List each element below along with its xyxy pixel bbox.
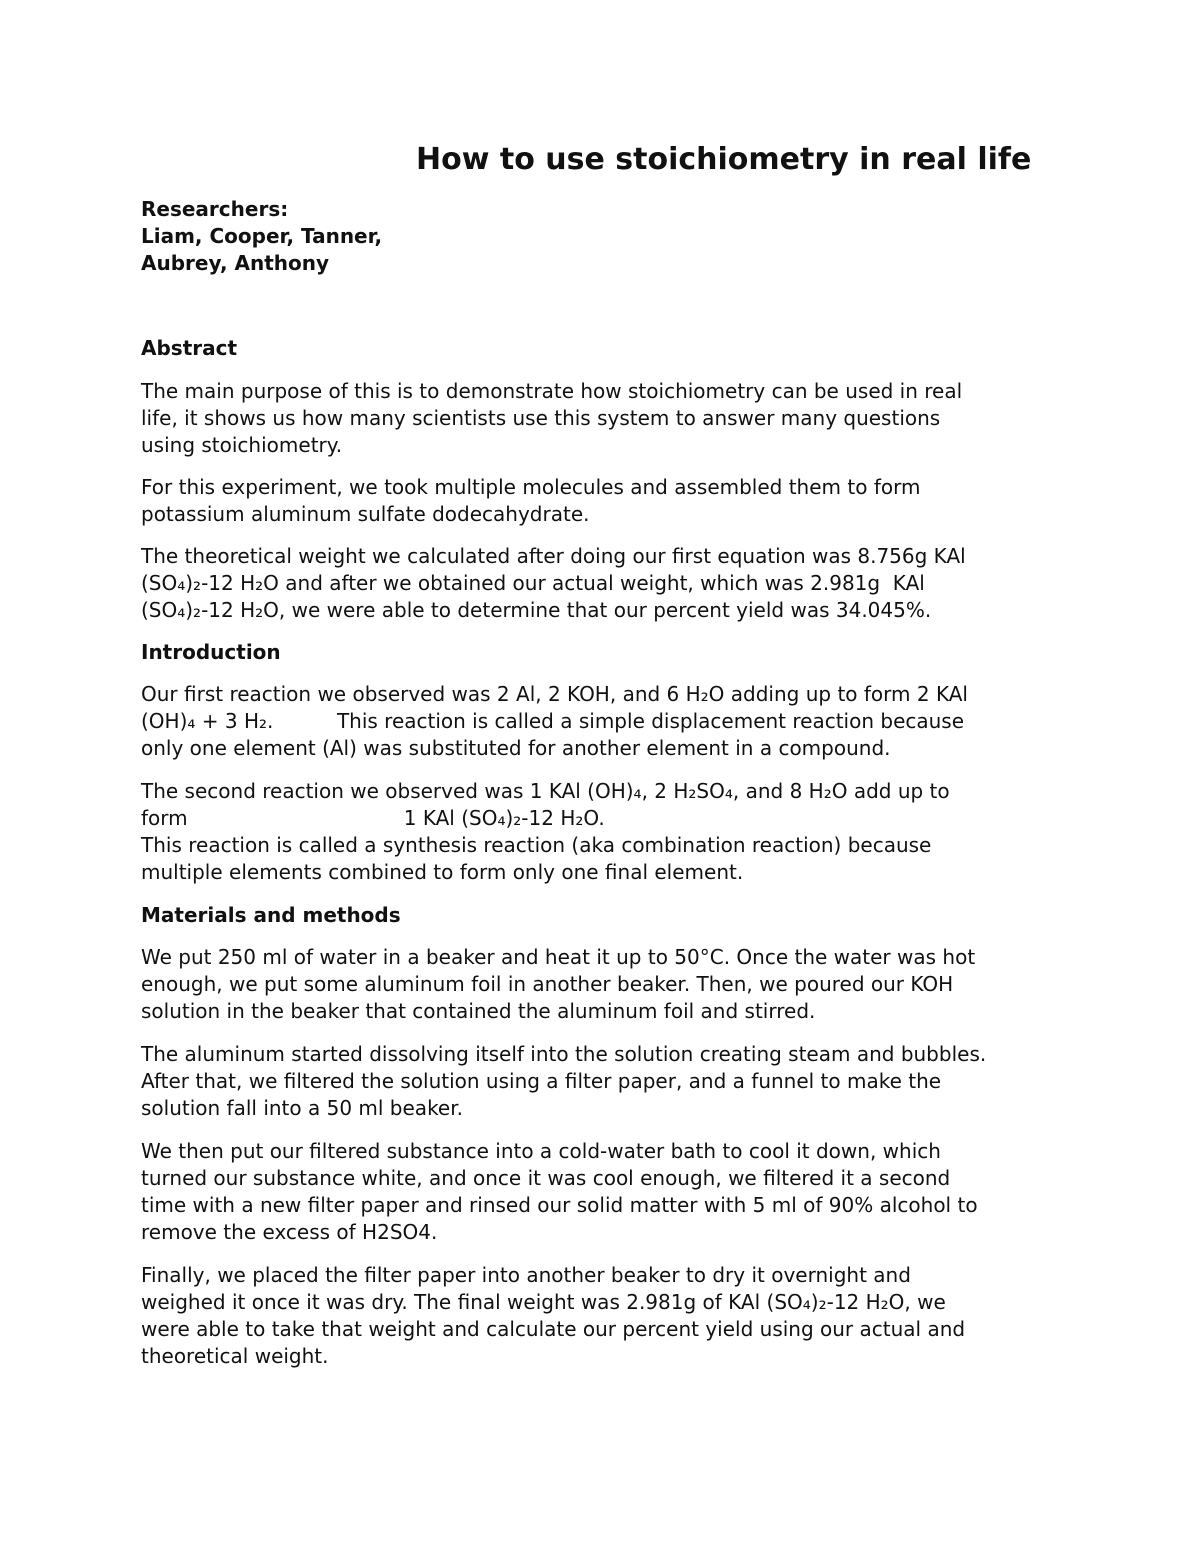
text-line: using stoichiometry. <box>141 433 343 457</box>
text-line: Finally, we placed the filter paper into another beaker to dry it overnight and <box>141 1263 911 1287</box>
text-line: weighed it once it was dry. The final weight was 2.981g of KAl (SO₄)₂-12 H₂O, we <box>141 1290 946 1314</box>
text-line: multiple elements combined to form only one final element. <box>141 860 744 884</box>
materials-paragraph-2 <box>141 1041 1071 1122</box>
text-line: time with a new filter paper and rinsed our solid matter with 5 ml of 90% alcohol to <box>141 1193 978 1217</box>
text-line: remove the excess of H2SO4. <box>141 1220 438 1244</box>
text-line: For this experiment, we took multiple molecules and assembled them to form <box>141 475 921 499</box>
researchers-names-line-1: Liam, Cooper, Tanner, <box>141 224 383 248</box>
researchers-label: Researchers: <box>141 197 289 221</box>
abstract-paragraph-1 <box>141 378 1071 459</box>
text-line: enough, we put some aluminum foil in another beaker. Then, we poured our KOH <box>141 972 954 996</box>
text-line: form 1 KAl (SO₄)₂-12 H₂O. <box>141 806 605 830</box>
abstract-paragraph-2 <box>141 474 1071 528</box>
materials-paragraph-4 <box>141 1262 1071 1370</box>
introduction-heading: Introduction <box>141 640 281 664</box>
text-line: (SO₄)₂-12 H₂O and after we obtained our actual weight, which was 2.981g KAl <box>141 571 925 595</box>
text-line: The second reaction we observed was 1 KAl (OH)₄, 2 H₂SO₄, and 8 H₂O add up to <box>141 779 950 803</box>
researchers-block <box>141 196 1071 277</box>
text-line: solution in the beaker that contained the aluminum foil and stirred. <box>141 999 816 1023</box>
text-line: only one element (Al) was substituted for another element in a compound. <box>141 736 891 760</box>
text-line: The aluminum started dissolving itself into the solution creating steam and bubbles. <box>141 1042 987 1066</box>
text-line: life, it shows us how many scientists use this system to answer many questions <box>141 406 941 430</box>
text-line: We put 250 ml of water in a beaker and heat it up to 50°C. Once the water was hot <box>141 945 976 969</box>
text-line: turned our substance white, and once it was cool enough, we filtered it a second <box>141 1166 951 1190</box>
text-line: Our first reaction we observed was 2 Al, 2 KOH, and 6 H₂O adding up to form 2 KAl <box>141 682 968 706</box>
document-title: How to use stoichiometry in real life <box>416 142 1032 177</box>
text-line: This reaction is called a synthesis reaction (aka combination reaction) because <box>141 833 932 857</box>
text-line: were able to take that weight and calculate our percent yield using our actual and <box>141 1317 966 1341</box>
materials-paragraph-1 <box>141 944 1071 1025</box>
text-line: theoretical weight. <box>141 1344 329 1368</box>
text-line: potassium aluminum sulfate dodecahydrate. <box>141 502 590 526</box>
materials-paragraph-3 <box>141 1138 1071 1246</box>
text-line: We then put our filtered substance into a cold-water bath to cool it down, which <box>141 1139 941 1163</box>
introduction-paragraph-1 <box>141 681 1071 762</box>
text-line: (OH)₄ + 3 H₂. This reaction is called a simple displacement reaction because <box>141 709 965 733</box>
document-body <box>141 196 1071 1370</box>
abstract-heading: Abstract <box>141 336 238 360</box>
text-line: The main purpose of this is to demonstrate how stoichiometry can be used in real <box>141 379 963 403</box>
abstract-paragraph-3 <box>141 543 1071 624</box>
text-line: solution fall into a 50 ml beaker. <box>141 1096 463 1120</box>
researchers-names-line-2: Aubrey, Anthony <box>141 251 330 275</box>
text-line: (SO₄)₂-12 H₂O, we were able to determine that our percent yield was 34.045%. <box>141 598 932 622</box>
materials-heading: Materials and methods <box>141 903 401 927</box>
text-line: After that, we filtered the solution using a filter paper, and a funnel to make the <box>141 1069 942 1093</box>
introduction-paragraph-2 <box>141 778 1071 886</box>
text-line: The theoretical weight we calculated after doing our first equation was 8.756g KAl <box>141 544 966 568</box>
